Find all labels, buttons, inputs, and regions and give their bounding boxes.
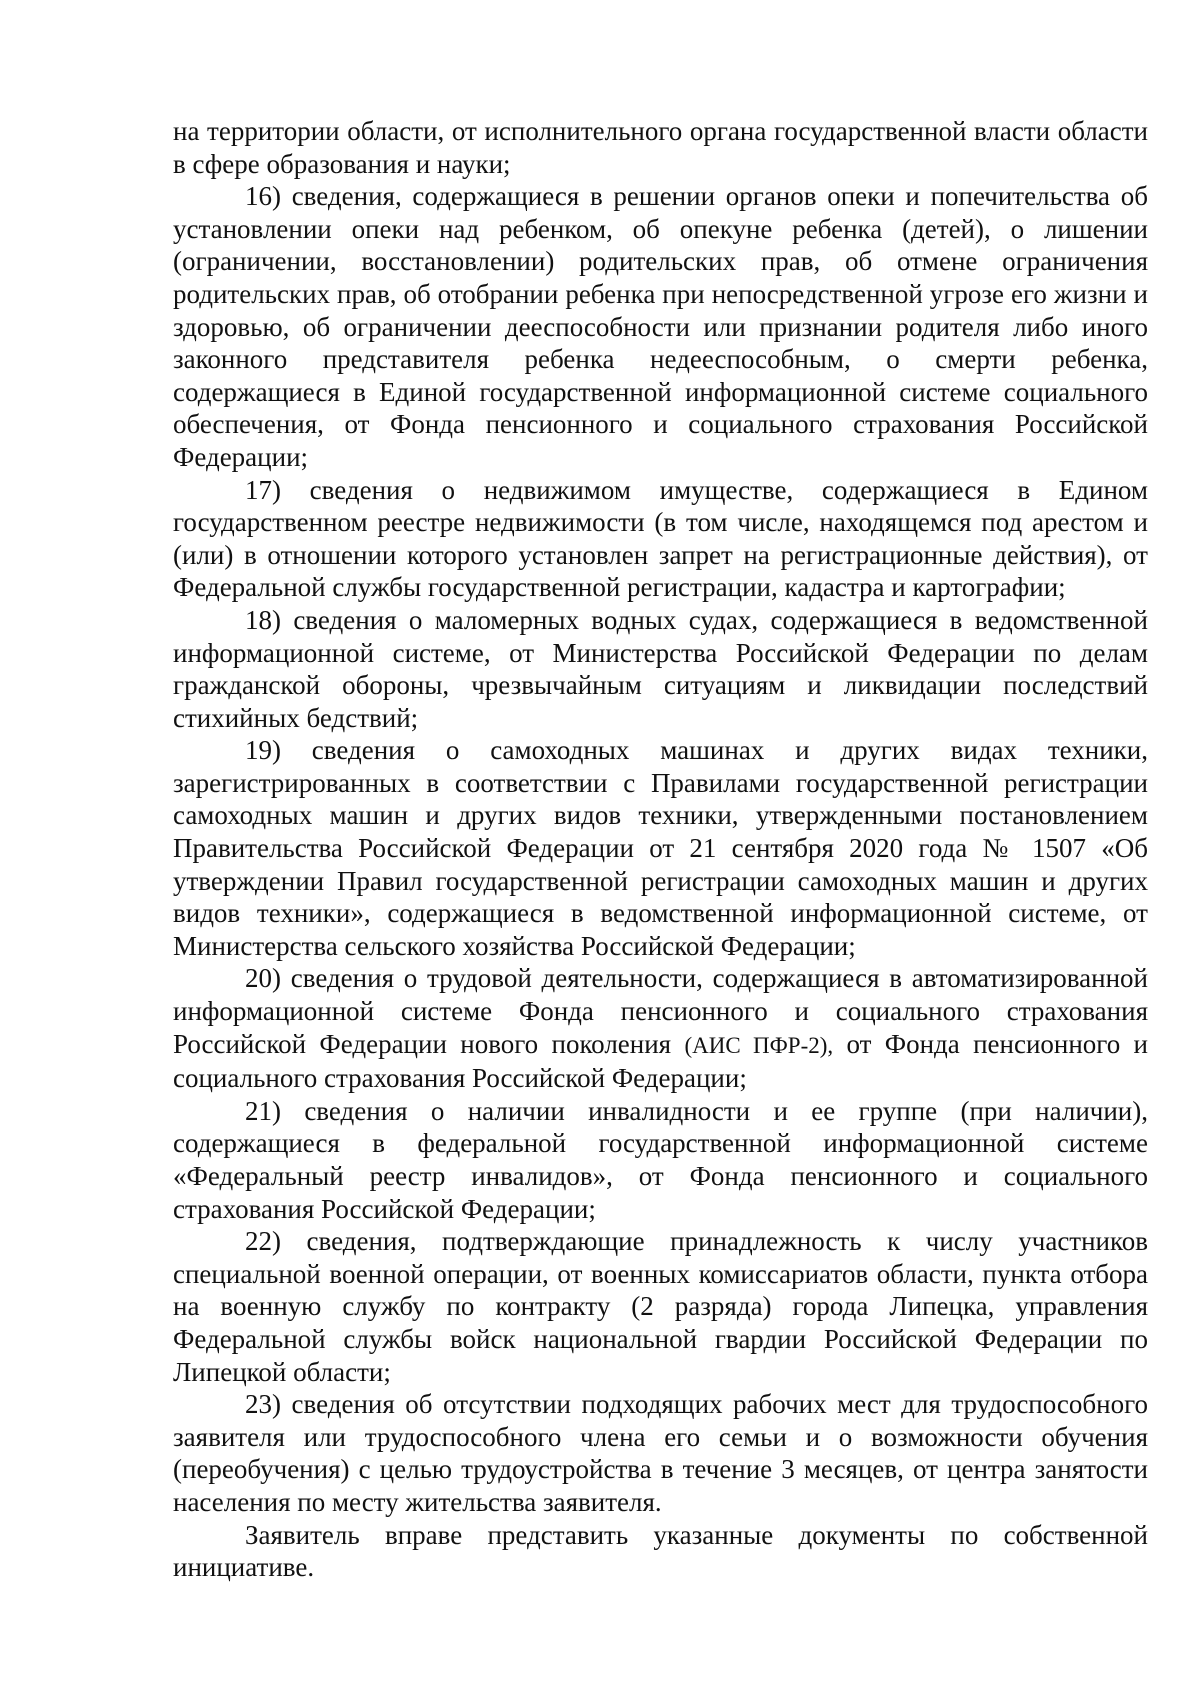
paragraph-item-20 [173, 962, 1148, 1094]
paragraph-item-20-text-start: 20) сведения о трудовой деятельности, содержащиеся в автоматизированной информационной системе Фонда пенсионного и социального страхования Российской Федерации нового поколения [173, 963, 1148, 1059]
paragraph-item-20-text-end: от Фонда пенсионного и социального страхования Российской Федерации; [173, 1028, 1148, 1094]
paragraph-item-19: 19) сведения о самоходных машинах и других видах техники, зарегистрированных в соответствии с Правилами государственной регистрации самоходных машин и других видов техники, утвержденными постановлением Правительства Российской Федерации от 21 сентября 2020 года № 1507 «Об утверждении Правил государственной регистрации самоходных машин и других видов техники», содержащиеся в ведомственной информационной системе, от Министерства сельского хозяйства Российской Федерации; [173, 735, 1148, 961]
paragraph-item-18: 18) сведения о маломерных водных судах, содержащиеся в ведомственной информационной системе, от Министерства Российской Федерации по делам гражданской обороны, чрезвычайным ситуациям и ликвидации последствий стихийных бедствий; [173, 604, 1148, 733]
paragraph-item-23: 23) сведения об отсутствии подходящих рабочих мест для трудоспособного заявителя или трудоспособного члена его семьи и о возможности обучения (переобучения) с целью трудоустройства в течение 3 месяцев, от центра занятости населения по месту жительства заявителя. [173, 1389, 1148, 1517]
paragraph-item-20-abbreviation: (АИС ПФР-2), [684, 1032, 834, 1058]
paragraph-item-22: 22) сведения, подтверждающие принадлежность к числу участников специальной военной операции, от военных комиссариатов области, пункта отбора на военную службу по контракту (2 разряда) города Липецка, управления Федеральной службы войск национальной гвардии Российской Федерации по Липецкой области; [173, 1226, 1148, 1387]
paragraph-item-16: 16) сведения, содержащиеся в решении органов опеки и попечительства об установлении опеки над ребенком, об опекуне ребенка (детей), о лишении (ограничении, восстановлении) родительских прав, об отмене ограничения родительских прав, об отобрании ребенка при непосредственной угрозе его жизни и здоровью, об ограничении дееспособности или признании родителя либо иного законного представителя ребенка недееспособным, о смерти ребенка, содержащиеся в Единой государственной информационной системе социального обеспечения, от Фонда пенсионного и социального страхования Российской Федерации; [173, 181, 1148, 472]
paragraph-final: Заявитель вправе представить указанные документы по собственной инициативе. [173, 1519, 1148, 1583]
paragraph-item-21: 21) сведения о наличии инвалидности и ее группе (при наличии), содержащиеся в федеральной государственной информационной системе «Федеральный реестр инвалидов», от Фонда пенсионного и социального страхования Российской Федерации; [173, 1095, 1148, 1224]
paragraph-continuation: на территории области, от исполнительного органа государственной власти области в сфере образования и науки; [173, 116, 1148, 179]
paragraph-item-17: 17) сведения о недвижимом имуществе, содержащиеся в Едином государственном реестре недвижимости (в том числе, находящемся под арестом и (или) в отношении которого установлен запрет на регистрационные действия), от Федеральной службы государственной регистрации, кадастра и картографии; [173, 474, 1148, 603]
document-page [173, 115, 1148, 1584]
